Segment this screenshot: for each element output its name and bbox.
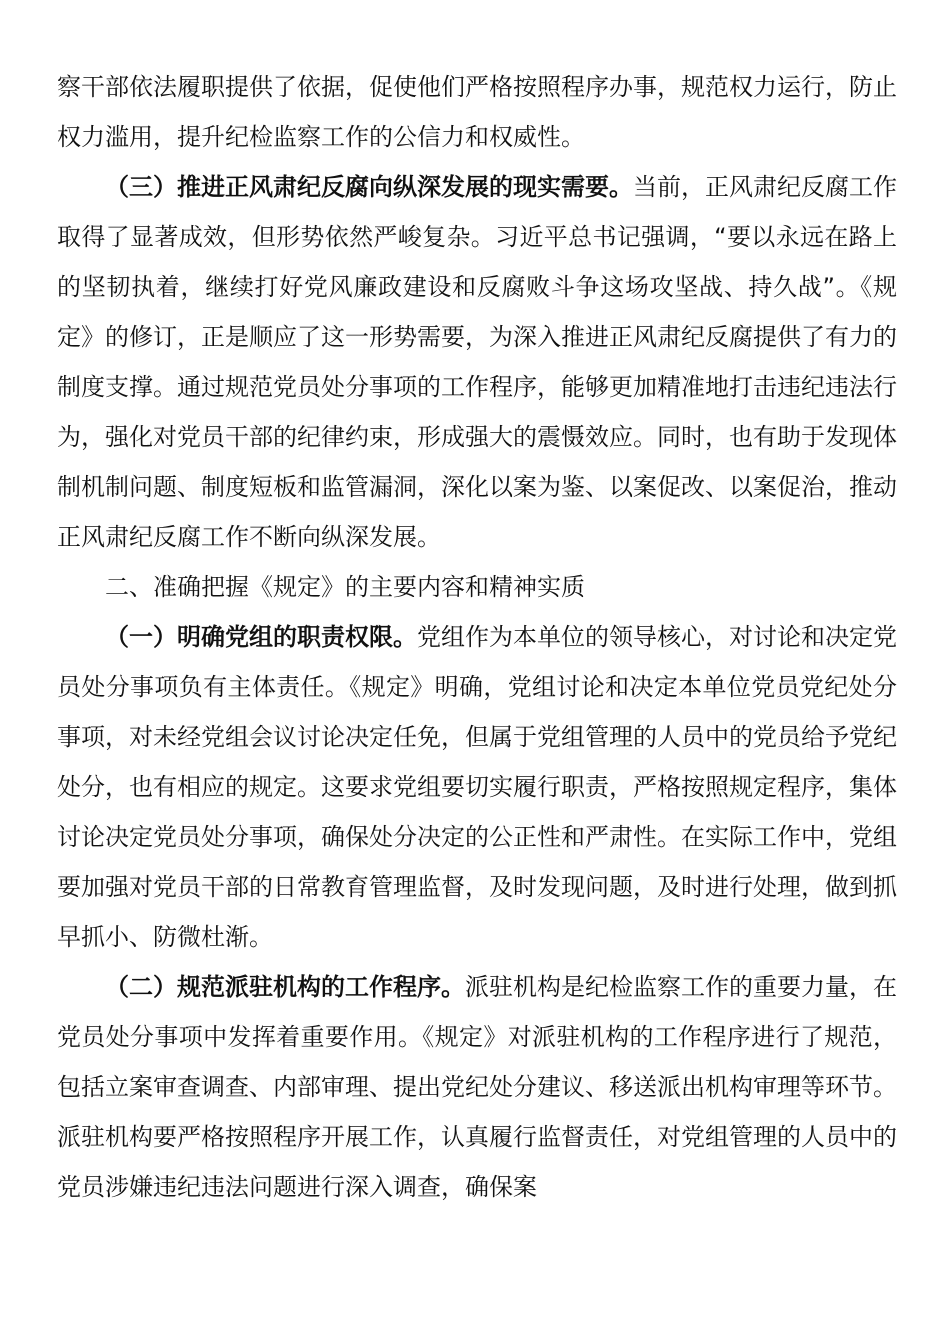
section-heading: （一）明确党组的职责权限。 [105, 623, 417, 651]
chapter-heading [57, 562, 897, 612]
section-heading: （三）推进正风肃纪反腐向纵深发展的现实需要。 [105, 173, 633, 201]
paragraph-section-one [57, 612, 897, 962]
paragraph-section-two [57, 962, 897, 1212]
section-heading: （二）规范派驻机构的工作程序。 [105, 973, 465, 1001]
paragraph-text: 当前，正风肃纪反腐工作取得了显著成效，但形势依然严峻复杂。习近平总书记强调，“要以永远在路上的坚韧执着，继续打好党风廉政建设和反腐败斗争这场攻坚战、持久战”。《规定》的修订，正是顺应了这一形势需要，为深入推进正风肃纪反腐提供了有力的制度支撑。通过规范党员处分事项的工作程序，能够更加精准地打击违纪违法行为，强化对党员干部的纪律约束，形成强大的震慑效应。同时，也有助于发现体制机制问题、制度短板和监管漏洞，深化以案为鉴、以案促改、以案促治，推动正风肃纪反腐工作不断向纵深发展。 [57, 173, 897, 551]
paragraph-section-three [57, 162, 897, 562]
paragraph-continuation [57, 62, 897, 162]
paragraph-text: 察干部依法履职提供了依据，促使他们严格按照程序办事，规范权力运行，防止权力滥用，提升纪检监察工作的公信力和权威性。 [57, 73, 897, 151]
document-page [57, 62, 897, 1212]
chapter-title: 二、准确把握《规定》的主要内容和精神实质 [105, 573, 585, 601]
paragraph-text: 党组作为本单位的领导核心，对讨论和决定党员处分事项负有主体责任。《规定》明确，党组讨论和决定本单位党员党纪处分事项，对未经党组会议讨论决定任免，但属于党组管理的人员中的党员给予党纪处分，也有相应的规定。这要求党组要切实履行职责，严格按照规定程序，集体讨论决定党员处分事项，确保处分决定的公正性和严肃性。在实际工作中，党组要加强对党员干部的日常教育管理监督，及时发现问题，及时进行处理，做到抓早抓小、防微杜渐。 [57, 623, 897, 951]
paragraph-text: 派驻机构是纪检监察工作的重要力量，在党员处分事项中发挥着重要作用。《规定》对派驻机构的工作程序进行了规范，包括立案审查调查、内部审理、提出党纪处分建议、移送派出机构审理等环节。派驻机构要严格按照程序开展工作，认真履行监督责任，对党组管理的人员中的党员涉嫌违纪违法问题进行深入调查，确保案 [57, 973, 897, 1201]
